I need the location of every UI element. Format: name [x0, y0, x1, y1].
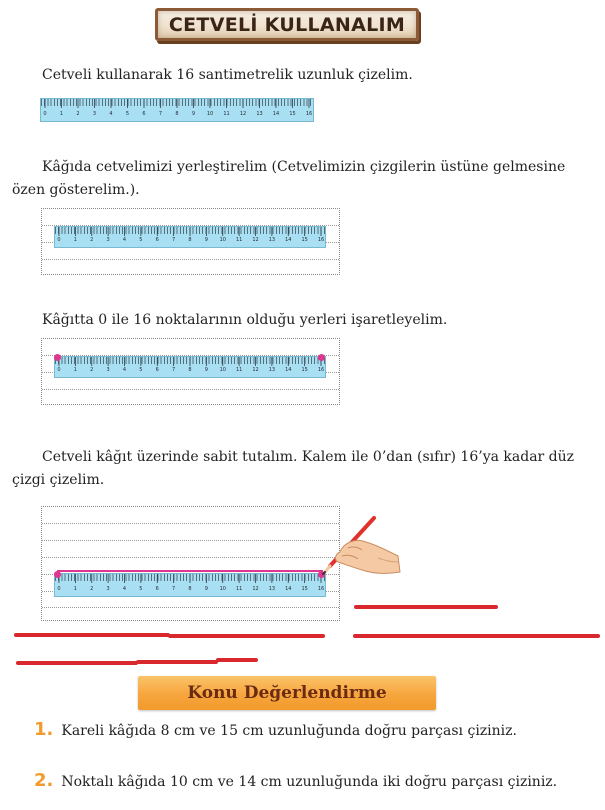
- ruler-label: 15: [301, 367, 308, 373]
- answer-line: [16, 661, 138, 665]
- ruler-label: 15: [301, 586, 308, 592]
- ruler-label: 10: [219, 586, 226, 592]
- question-text: Kareli kâğıda 8 cm ve 15 cm uzunluğunda doğru parçası çiziniz.: [61, 723, 517, 739]
- ruler-label: 12: [252, 586, 259, 592]
- ruler-label: 14: [285, 237, 292, 243]
- ruler-label: 14: [285, 586, 292, 592]
- ruler-label: 2: [90, 586, 94, 592]
- ruler-label: 9: [191, 111, 196, 117]
- ruler-label: 13: [256, 111, 263, 117]
- ruler-label: 8: [188, 367, 192, 373]
- ruler-label: 6: [155, 367, 159, 373]
- ruler-label: 12: [239, 111, 247, 117]
- ruler-label: 15: [289, 111, 296, 117]
- ruler-label: 10: [219, 237, 226, 243]
- ruler-label: 1: [73, 237, 77, 243]
- ruler-label: 6: [142, 111, 146, 117]
- ruler-label: 5: [139, 586, 143, 592]
- ruler-label: 1: [73, 586, 77, 592]
- ruler-label: 9: [204, 237, 208, 243]
- ruler-label: 13: [268, 586, 276, 592]
- ruler-label: 0: [57, 367, 61, 373]
- answer-line: [136, 660, 218, 664]
- ruler-label: 10: [219, 367, 226, 373]
- ruler-label: 11: [235, 586, 243, 592]
- ruler-label: 12: [252, 237, 259, 243]
- instruction-4-line1: Cetveli kâğıt üzerinde sabit tutalım. Kalem ile 0’dan (sıfır) 16’ya kadar düz: [42, 449, 575, 465]
- ruler-label: 8: [188, 237, 192, 243]
- ruler-label: 12: [252, 367, 259, 373]
- ruler-label: 11: [223, 111, 230, 117]
- ruler-label: 7: [172, 586, 176, 592]
- section-banner-label: Konu Değerlendirme: [187, 683, 387, 703]
- question-number: 2.: [34, 770, 54, 791]
- ruler-label: 16: [317, 367, 325, 373]
- ruler-label: 1: [59, 111, 64, 117]
- ruler-label: 16: [317, 237, 325, 243]
- ruler-label: 4: [122, 237, 127, 243]
- instruction-3: Kâğıtta 0 ile 16 noktalarının olduğu yerleri işaretleyelim.: [42, 312, 448, 328]
- paper-line: [42, 259, 339, 260]
- ruler-label: 0: [57, 237, 61, 243]
- ruler-label: 14: [285, 367, 292, 373]
- ruler-label: 8: [175, 111, 179, 117]
- ruler-label: 3: [92, 111, 97, 117]
- answer-line: [216, 658, 258, 662]
- ruler-label: 11: [235, 237, 243, 243]
- ruler-on-paper-marked: [54, 356, 326, 378]
- mark-point-0: [54, 571, 61, 578]
- ruler-label: 11: [235, 367, 243, 373]
- ruler-label: 9: [204, 586, 208, 592]
- ruler-on-paper-drawing: [54, 573, 326, 597]
- ruler-label: 4: [122, 586, 127, 592]
- ruler-label: 13: [268, 237, 276, 243]
- instruction-2-line1: Kâğıda cetvelimizi yerleştirelim (Cetvelimizin çizgilerin üstüne gelmesine: [42, 159, 566, 175]
- ruler-label: 3: [106, 586, 110, 592]
- ruler-number-labels: [41, 99, 313, 121]
- paper-line: [42, 540, 339, 541]
- instruction-4-line2: çizgi çizelim.: [12, 472, 105, 488]
- ruler-label: 14: [272, 111, 280, 117]
- hand-holding-pencil-icon: [318, 512, 404, 580]
- answer-line: [354, 605, 498, 609]
- ruler-label: 13: [268, 367, 276, 373]
- paper-line: [42, 389, 339, 390]
- ruler-label: 0: [57, 586, 61, 592]
- ruler-label: 10: [206, 111, 214, 117]
- ruler-label: 4: [122, 367, 127, 373]
- ruler-label: 2: [90, 367, 94, 373]
- question-number: 1.: [34, 719, 54, 740]
- paper-line: [42, 557, 339, 558]
- instruction-2-line2: özen gösterelim.).: [12, 182, 140, 198]
- ruler-label: 2: [76, 111, 80, 117]
- ruler-label: 9: [204, 367, 208, 373]
- ruler-label: 5: [125, 111, 130, 117]
- paper-line: [42, 523, 339, 524]
- instruction-1: Cetveli kullanarak 16 santimetrelik uzunluk çizelim.: [42, 67, 413, 83]
- drawn-line-segment: [57, 570, 323, 572]
- answer-line: [168, 634, 325, 638]
- ruler-number-labels: [55, 357, 325, 377]
- ruler-label: 16: [317, 586, 325, 592]
- ruler-on-paper: [54, 226, 326, 248]
- answer-line: [353, 634, 600, 638]
- ruler-standalone: [40, 98, 314, 122]
- ruler-label: 5: [139, 367, 143, 373]
- ruler-label: 3: [106, 367, 110, 373]
- page-title-sign: [155, 8, 419, 41]
- ruler-label: 6: [155, 237, 159, 243]
- ruler-label: 3: [106, 237, 110, 243]
- ruler-label: 15: [301, 237, 308, 243]
- question-text: Noktalı kâğıda 10 cm ve 14 cm uzunluğunda iki doğru parçası çiziniz.: [61, 774, 558, 790]
- question-2: [34, 770, 557, 791]
- mark-point-16: [318, 354, 325, 361]
- mark-point-0: [54, 354, 61, 361]
- section-banner: [138, 676, 436, 710]
- ruler-label: 6: [155, 586, 159, 592]
- paper-sheet-3: [41, 506, 340, 621]
- ruler-label: 1: [73, 367, 77, 373]
- page-title: CETVELİ KULLANALIM: [168, 13, 406, 36]
- ruler-number-labels: [55, 227, 325, 247]
- ruler-label: 2: [90, 237, 94, 243]
- ruler-label: 4: [109, 111, 113, 117]
- ruler-label: 7: [172, 237, 176, 243]
- ruler-number-labels: [55, 574, 325, 596]
- question-1: [34, 719, 517, 740]
- ruler-label: 8: [188, 586, 192, 592]
- ruler-label: 16: [305, 111, 313, 117]
- paper-line: [42, 607, 339, 608]
- ruler-label: 5: [139, 237, 143, 243]
- ruler-label: 7: [172, 367, 176, 373]
- ruler-label: 7: [158, 111, 163, 117]
- answer-line: [14, 633, 170, 637]
- ruler-label: 0: [43, 111, 47, 117]
